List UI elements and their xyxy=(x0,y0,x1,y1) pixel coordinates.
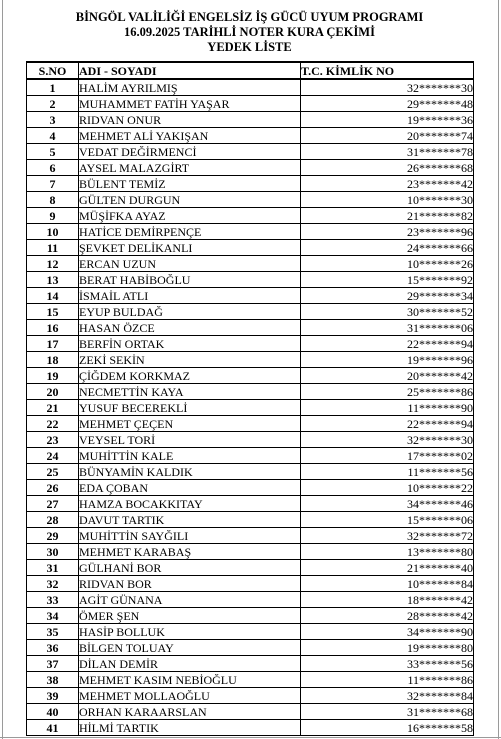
table-row xyxy=(27,176,474,192)
tc-number: 15*******06 xyxy=(301,512,474,528)
tc-number: 21*******40 xyxy=(301,560,474,576)
row-number: 27 xyxy=(27,496,79,512)
table-row xyxy=(27,272,474,288)
row-number: 24 xyxy=(27,448,79,464)
row-number: 2 xyxy=(27,96,79,112)
person-name: VEYSEL TORİ xyxy=(79,432,301,448)
person-name: İSMAİL ATLI xyxy=(79,288,301,304)
tc-number: 30*******52 xyxy=(301,304,474,320)
table-row xyxy=(27,112,474,128)
table-row xyxy=(27,592,474,608)
tc-number: 24*******66 xyxy=(301,240,474,256)
row-number: 19 xyxy=(27,368,79,384)
person-name: YUSUF BECEREKLİ xyxy=(79,400,301,416)
person-name: MEHMET MOLLAOĞLU xyxy=(79,688,301,704)
row-number: 14 xyxy=(27,288,79,304)
person-name: HATİCE DEMİRPENÇE xyxy=(79,224,301,240)
table-row xyxy=(27,496,474,512)
row-number: 18 xyxy=(27,352,79,368)
table-row xyxy=(27,240,474,256)
tc-number: 19*******96 xyxy=(301,352,474,368)
person-name: BÜLENT TEMİZ xyxy=(79,176,301,192)
table-row xyxy=(27,720,474,736)
table-row xyxy=(27,560,474,576)
row-number: 11 xyxy=(27,240,79,256)
tc-number: 22*******94 xyxy=(301,416,474,432)
document-header xyxy=(26,10,473,55)
row-number: 35 xyxy=(27,624,79,640)
person-name: HASAN ÖZCE xyxy=(79,320,301,336)
header-line-1: BİNGÖL VALİLİĞİ ENGELSİZ İŞ GÜCÜ UYUM PROGRAMI xyxy=(75,10,424,24)
person-name: HALİM AYRILMIŞ xyxy=(79,79,301,96)
column-header-name: ADI - SOYADI xyxy=(79,62,301,79)
tc-number: 32*******72 xyxy=(301,528,474,544)
person-name: HASİP BOLLUK xyxy=(79,624,301,640)
tc-number: 17*******02 xyxy=(301,448,474,464)
row-number: 15 xyxy=(27,304,79,320)
person-name: EDA ÇOBAN xyxy=(79,480,301,496)
tc-number: 10*******26 xyxy=(301,256,474,272)
table-row xyxy=(27,79,474,96)
tc-number: 18*******42 xyxy=(301,592,474,608)
tc-number: 32*******30 xyxy=(301,79,474,96)
table-row xyxy=(27,464,474,480)
person-name: HAMZA BOCAKKITAY xyxy=(79,496,301,512)
table-body xyxy=(27,79,474,736)
person-name: NECMETTİN KAYA xyxy=(79,384,301,400)
person-name: AGİT GÜNANA xyxy=(79,592,301,608)
person-name: MÜŞİFKA AYAZ xyxy=(79,208,301,224)
tc-number: 15*******92 xyxy=(301,272,474,288)
tc-number: 19*******36 xyxy=(301,112,474,128)
table-row xyxy=(27,528,474,544)
person-name: MEHMET ÇEÇEN xyxy=(79,416,301,432)
row-number: 31 xyxy=(27,560,79,576)
person-name: BÜNYAMİN KALDIK xyxy=(79,464,301,480)
tc-number: 31*******06 xyxy=(301,320,474,336)
tc-number: 10*******22 xyxy=(301,480,474,496)
person-name: MEHMET KARABAŞ xyxy=(79,544,301,560)
row-number: 29 xyxy=(27,528,79,544)
person-name: EYUP BULDAĞ xyxy=(79,304,301,320)
person-name: BİLGEN TOLUAY xyxy=(79,640,301,656)
tc-number: 20*******74 xyxy=(301,128,474,144)
person-name: BERFİN ORTAK xyxy=(79,336,301,352)
column-header-tc: T.C. KİMLİK NO xyxy=(301,62,474,79)
table-row xyxy=(27,480,474,496)
tc-number: 10*******84 xyxy=(301,576,474,592)
row-number: 32 xyxy=(27,576,79,592)
page-border-right xyxy=(498,0,499,739)
row-number: 25 xyxy=(27,464,79,480)
tc-number: 29*******34 xyxy=(301,288,474,304)
table-row xyxy=(27,432,474,448)
tc-number: 23*******42 xyxy=(301,176,474,192)
tc-number: 11*******90 xyxy=(301,400,474,416)
table-row xyxy=(27,352,474,368)
row-number: 40 xyxy=(27,704,79,720)
person-name: HİLMİ TARTIK xyxy=(79,720,301,736)
row-number: 5 xyxy=(27,144,79,160)
row-number: 36 xyxy=(27,640,79,656)
tc-number: 31*******78 xyxy=(301,144,474,160)
row-number: 16 xyxy=(27,320,79,336)
table-row xyxy=(27,688,474,704)
row-number: 13 xyxy=(27,272,79,288)
table-row xyxy=(27,192,474,208)
row-number: 39 xyxy=(27,688,79,704)
person-name: GÜLTEN DURGUN xyxy=(79,192,301,208)
table-row xyxy=(27,96,474,112)
tc-number: 16*******58 xyxy=(301,720,474,736)
row-number: 4 xyxy=(27,128,79,144)
header-line-3: YEDEK LİSTE xyxy=(207,40,292,54)
column-header-no: S.NO xyxy=(27,62,79,79)
tc-number: 19*******80 xyxy=(301,640,474,656)
person-name: ÇİĞDEM KORKMAZ xyxy=(79,368,301,384)
table-row xyxy=(27,640,474,656)
person-name: ÖMER ŞEN xyxy=(79,608,301,624)
table-row xyxy=(27,544,474,560)
row-number: 23 xyxy=(27,432,79,448)
person-name: GÜLHANİ BOR xyxy=(79,560,301,576)
row-number: 17 xyxy=(27,336,79,352)
row-number: 12 xyxy=(27,256,79,272)
table-row xyxy=(27,448,474,464)
table-row xyxy=(27,288,474,304)
table-row xyxy=(27,416,474,432)
tc-number: 31*******68 xyxy=(301,704,474,720)
tc-number: 22*******94 xyxy=(301,336,474,352)
table-row xyxy=(27,160,474,176)
table-row xyxy=(27,624,474,640)
person-name: ŞEVKET DELİKANLI xyxy=(79,240,301,256)
table-row xyxy=(27,400,474,416)
tc-number: 10*******30 xyxy=(301,192,474,208)
table-row xyxy=(27,672,474,688)
table-row xyxy=(27,704,474,720)
table-row xyxy=(27,208,474,224)
table-row xyxy=(27,128,474,144)
person-name: ORHAN KARAARSLAN xyxy=(79,704,301,720)
row-number: 6 xyxy=(27,160,79,176)
tc-number: 34*******90 xyxy=(301,624,474,640)
tc-number: 25*******86 xyxy=(301,384,474,400)
table-row xyxy=(27,304,474,320)
tc-number: 34*******46 xyxy=(301,496,474,512)
table-row xyxy=(27,224,474,240)
tc-number: 20*******42 xyxy=(301,368,474,384)
row-number: 1 xyxy=(27,79,79,96)
table-row xyxy=(27,320,474,336)
tc-number: 13*******80 xyxy=(301,544,474,560)
reserve-list-table xyxy=(26,61,474,736)
tc-number: 32*******30 xyxy=(301,432,474,448)
tc-number: 32*******84 xyxy=(301,688,474,704)
person-name: MEHMET KASIM NEBİOĞLU xyxy=(79,672,301,688)
tc-number: 23*******96 xyxy=(301,224,474,240)
table-row xyxy=(27,368,474,384)
header-line-2: 16.09.2025 TARİHLİ NOTER KURA ÇEKİMİ xyxy=(124,25,375,39)
row-number: 34 xyxy=(27,608,79,624)
table-row xyxy=(27,384,474,400)
person-name: BERAT HABİBOĞLU xyxy=(79,272,301,288)
table-row xyxy=(27,576,474,592)
row-number: 28 xyxy=(27,512,79,528)
person-name: VEDAT DEĞİRMENCİ xyxy=(79,144,301,160)
tc-number: 33*******56 xyxy=(301,656,474,672)
row-number: 21 xyxy=(27,400,79,416)
person-name: MUHİTTİN KALE xyxy=(79,448,301,464)
tc-number: 28*******42 xyxy=(301,608,474,624)
tc-number: 29*******48 xyxy=(301,96,474,112)
person-name: DAVUT TARTIK xyxy=(79,512,301,528)
row-number: 26 xyxy=(27,480,79,496)
row-number: 33 xyxy=(27,592,79,608)
person-name: AYSEL MALAZGİRT xyxy=(79,160,301,176)
row-number: 9 xyxy=(27,208,79,224)
table-row xyxy=(27,512,474,528)
table-row xyxy=(27,336,474,352)
page-border-bottom xyxy=(0,737,501,738)
table-row xyxy=(27,144,474,160)
page-border-left xyxy=(2,0,3,739)
person-name: MUHİTTİN SAYĞILI xyxy=(79,528,301,544)
row-number: 22 xyxy=(27,416,79,432)
row-number: 8 xyxy=(27,192,79,208)
tc-number: 11*******56 xyxy=(301,464,474,480)
table-row xyxy=(27,256,474,272)
row-number: 37 xyxy=(27,656,79,672)
person-name: ZEKİ SEKİN xyxy=(79,352,301,368)
row-number: 3 xyxy=(27,112,79,128)
table-row xyxy=(27,656,474,672)
table-row xyxy=(27,608,474,624)
person-name: RIDVAN ONUR xyxy=(79,112,301,128)
person-name: DİLAN DEMİR xyxy=(79,656,301,672)
row-number: 7 xyxy=(27,176,79,192)
person-name: MEHMET ALİ YAKIŞAN xyxy=(79,128,301,144)
tc-number: 26*******68 xyxy=(301,160,474,176)
person-name: MUHAMMET FATİH YAŞAR xyxy=(79,96,301,112)
person-name: ERCAN UZUN xyxy=(79,256,301,272)
table-header-row xyxy=(27,62,474,79)
tc-number: 11*******86 xyxy=(301,672,474,688)
person-name: RIDVAN BOR xyxy=(79,576,301,592)
row-number: 10 xyxy=(27,224,79,240)
row-number: 20 xyxy=(27,384,79,400)
row-number: 41 xyxy=(27,720,79,736)
row-number: 30 xyxy=(27,544,79,560)
tc-number: 21*******82 xyxy=(301,208,474,224)
row-number: 38 xyxy=(27,672,79,688)
